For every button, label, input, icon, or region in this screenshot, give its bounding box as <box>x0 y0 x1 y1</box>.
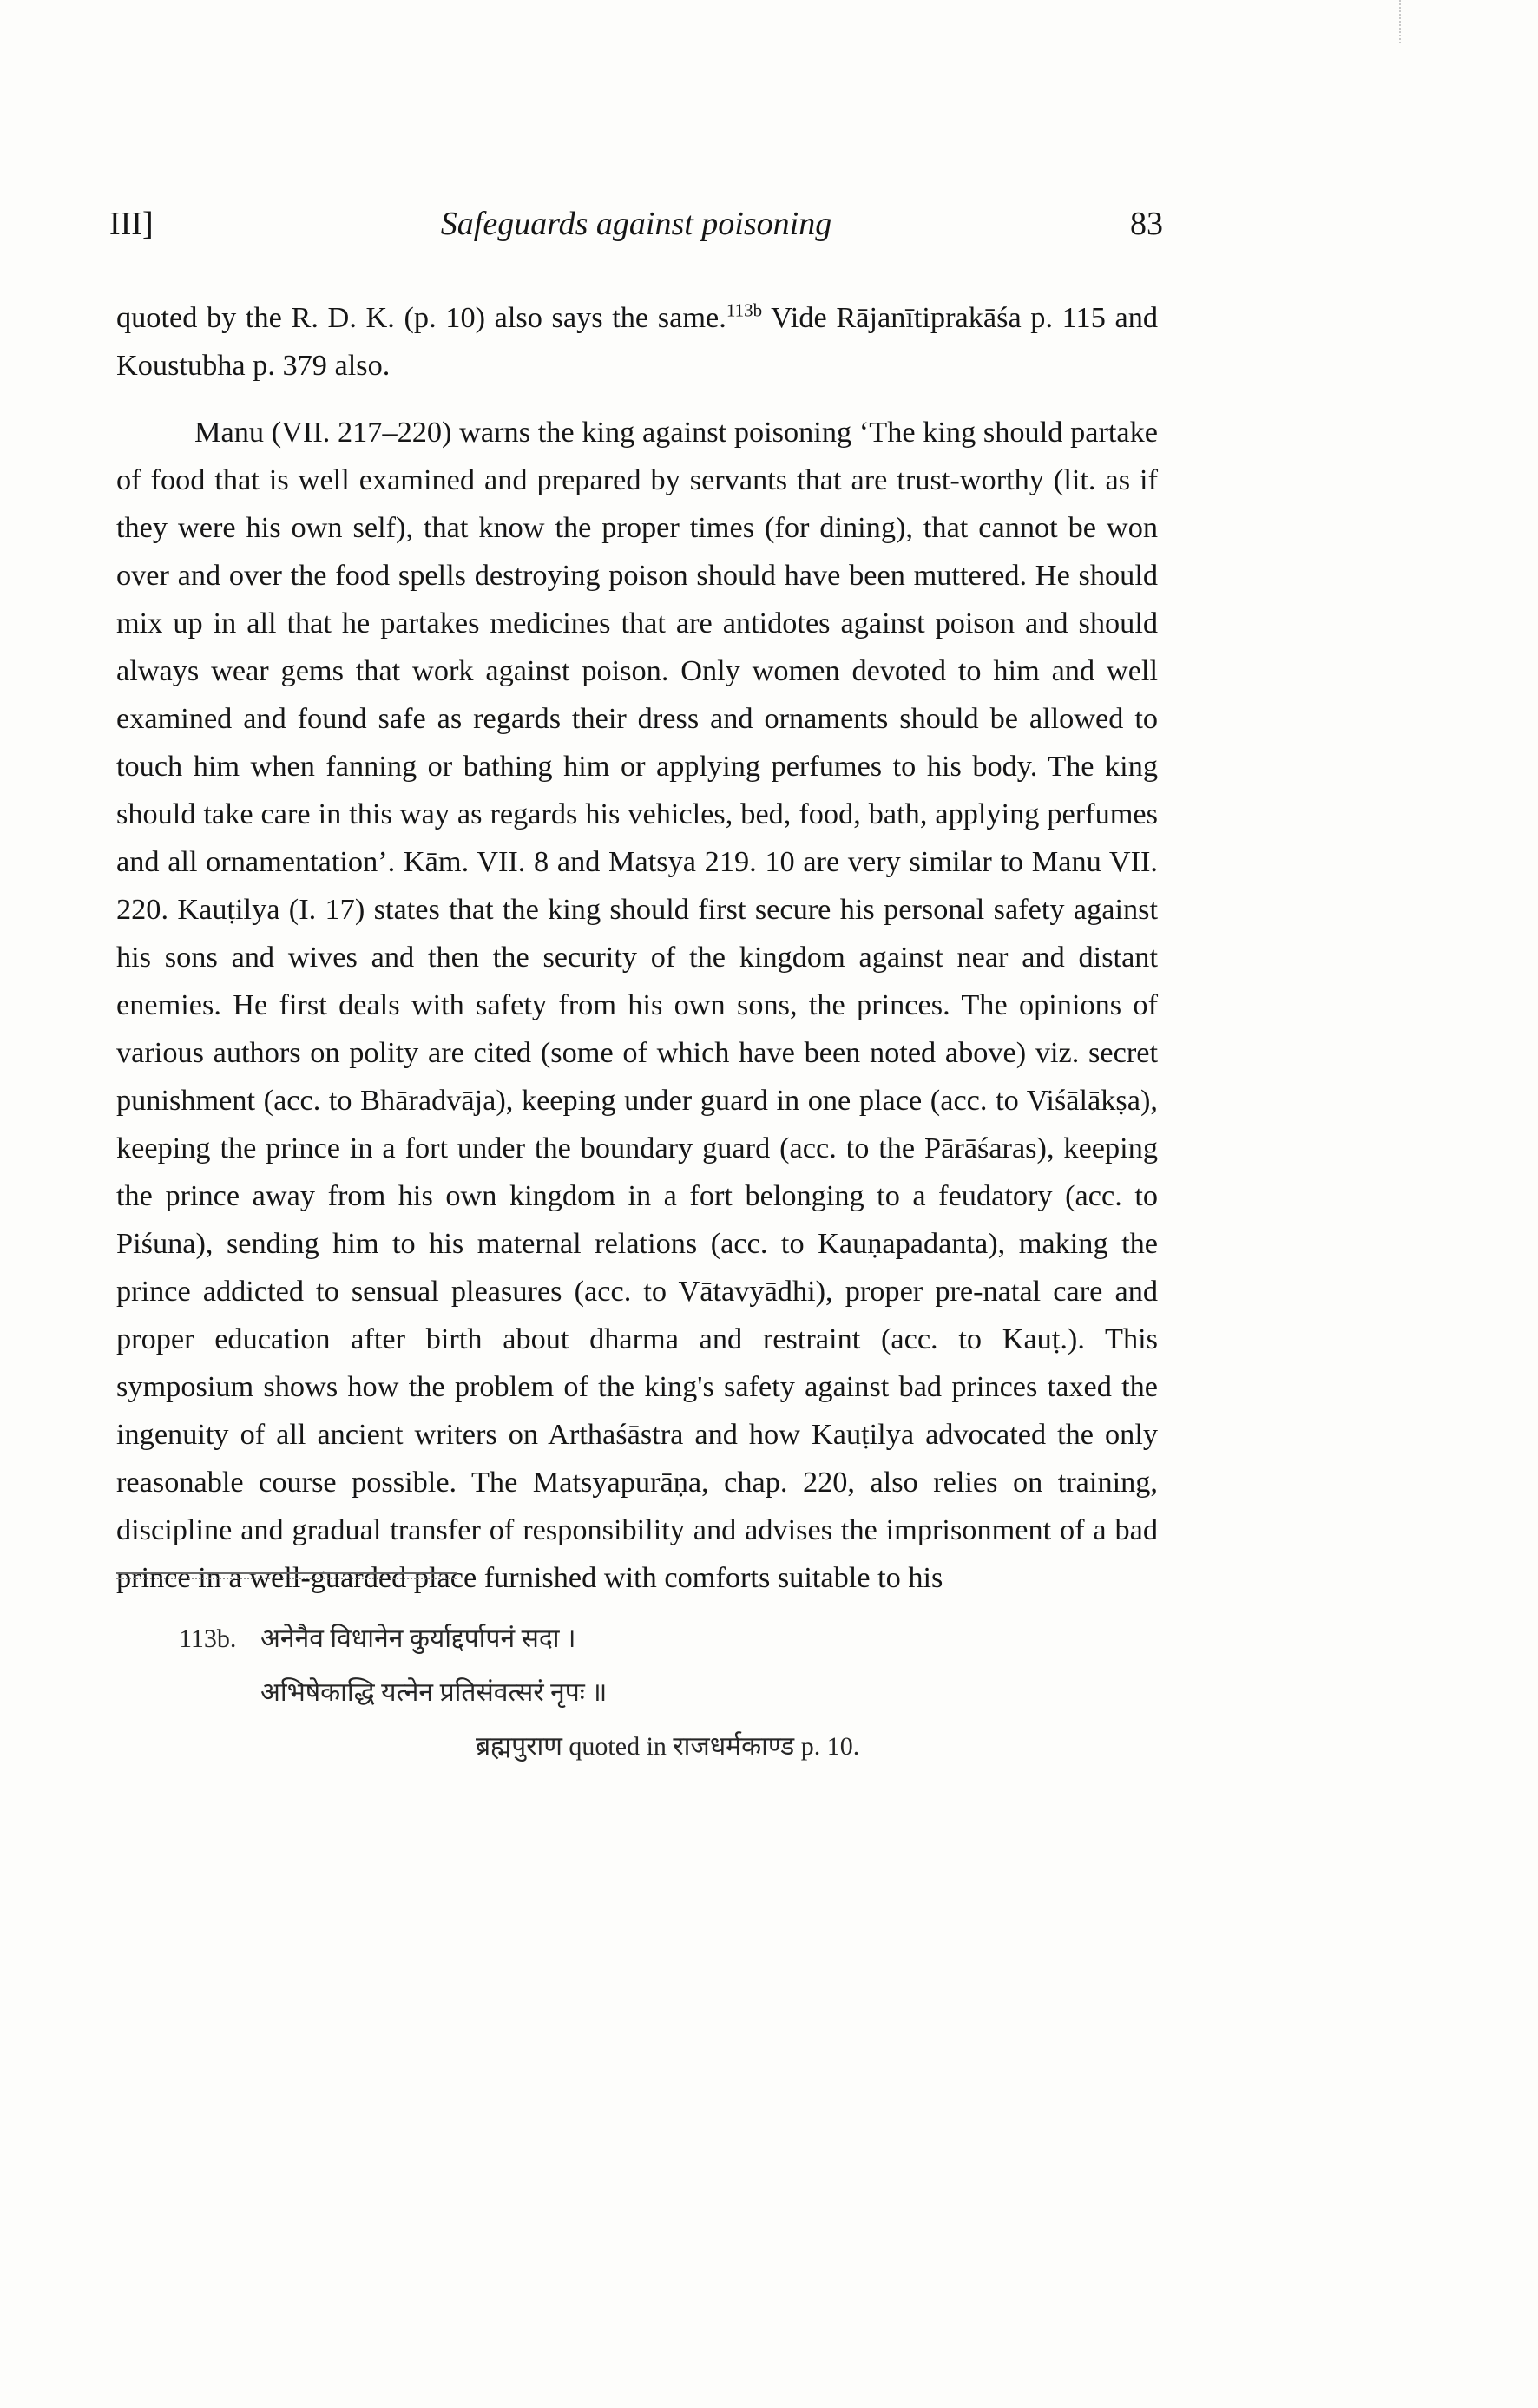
running-title: Safeguards against poisoning <box>440 206 832 242</box>
running-header <box>109 205 1163 257</box>
paragraph-continuation <box>116 294 1158 390</box>
paragraph-manu: Manu (VII. 217–220) warns the king against poisoning ‘The king should partake of food that is well examined and prepared by servants that are trust-worthy (lit. as if they were his own self), that know the proper times (for dining), that cannot be won over and over the food spells destroying poison should have been muttered. He should mix up in all that he partakes medicines that are antidotes against poison and should always wear gems that work against poison. Only women devoted to him and well examined and found safe as regards their dress and ornaments should be allowed to touch him when fanning or bathing him or applying perfumes to his body. The king should take care in this way as regards his vehicles, bed, food, bath, applying perfumes and all ornamentation’. Kām. VII. 8 and Matsya 219. 10 are very similar to Manu VII. 220. Kauṭilya (I. 17) states that the king should first secure his personal safety against his sons and wives and then the security of the kingdom against near and distant enemies. He first deals with safety from his own sons, the princes. The opinions of various authors on polity are cited (some of which have been noted above) viz. secret punishment (acc. to Bhāradvāja), keeping under guard in one place (acc. to Viśālākṣa), keeping the prince in a fort under the boundary guard (acc. to the Pārāśaras), keeping the prince away from his own kingdom in a fort belonging to a feudatory (acc. to Piśuna), sending him to his maternal relations (acc. to Kauṇapadanta), making the prince addicted to sensual pleasures (acc. to Vātavyādhi), proper pre-natal care and proper education after birth about dharma and restraint (acc. to Kauṭ.). This symposium shows how the problem of the king's safety against bad princes taxed the ingenuity of all ancient writers on Arthaśāstra and how Kauṭilya advocated the only reasonable course possible. The Matsyapurāṇa, chap. 220, also relies on training, discipline and gradual transfer of responsibility and advises the imprisonment of a bad prince in a well-guarded place furnished with comforts suitable to his <box>116 416 1158 1594</box>
footnote-rule <box>116 1572 457 1574</box>
footnote-verse-line-2: अभिषेकाद्धि यत्नेन प्रतिसंवत्सरं नृपः ॥ <box>260 1678 608 1707</box>
page-number: 83 <box>1130 206 1163 242</box>
footnote-label: 113b. <box>179 1624 237 1653</box>
scan-edge-mark <box>1399 0 1403 43</box>
chapter-number: III] <box>109 206 154 242</box>
paragraph-1-text-cont: Vide Rājanītiprakāśa p. 115 and Koustubha p. 379 also. <box>116 301 1158 382</box>
footnote-source: ब्रह्मपुराण quoted in राजधर्मकाण्ड p. 10. <box>476 1732 860 1761</box>
main-text <box>116 294 1158 1602</box>
footnote-ref-113b: 113b <box>726 299 763 321</box>
paragraph-1-text: quoted by the R. D. K. (p. 10) also says the same. <box>116 301 726 334</box>
footnote-verse-line-1: अनेनैव विधानेन कुर्याद्दर्पापनं सदा । <box>260 1624 576 1653</box>
footnote-rule-wavy <box>116 1578 457 1579</box>
